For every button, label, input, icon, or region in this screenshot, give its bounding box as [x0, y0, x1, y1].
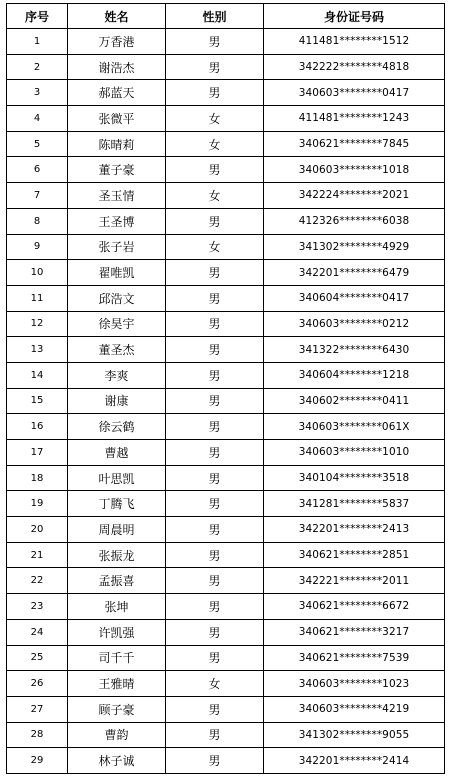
table-row [7, 517, 445, 543]
cell-gender: 男 [166, 748, 264, 774]
cell-id-number: 340603********4219 [264, 696, 445, 722]
cell-name: 司千千 [68, 645, 166, 671]
cell-id-number: 342221********2011 [264, 568, 445, 594]
cell-name: 周晨明 [68, 517, 166, 543]
cell-id-number: 340604********0417 [264, 285, 445, 311]
table-row [7, 80, 445, 106]
table-row [7, 594, 445, 620]
table-row [7, 234, 445, 260]
cell-id-number: 340603********1023 [264, 671, 445, 697]
cell-id-number: 342201********2414 [264, 748, 445, 774]
cell-gender: 女 [166, 234, 264, 260]
cell-gender: 男 [166, 337, 264, 363]
cell-id-number: 340603********1018 [264, 157, 445, 183]
student-roster-table [6, 3, 445, 774]
cell-id-number: 412326********6038 [264, 208, 445, 234]
cell-id-number: 340621********3217 [264, 619, 445, 645]
cell-id-number: 340603********1010 [264, 440, 445, 466]
cell-id-number: 341281********5837 [264, 491, 445, 517]
cell-seq: 19 [7, 491, 68, 517]
cell-seq: 27 [7, 696, 68, 722]
cell-id-number: 340602********0411 [264, 388, 445, 414]
cell-id-number: 342224********2021 [264, 183, 445, 209]
cell-id-number: 340104********3518 [264, 465, 445, 491]
cell-id-number: 340621********7539 [264, 645, 445, 671]
cell-name: 谢浩杰 [68, 54, 166, 80]
cell-name: 徐昊宇 [68, 311, 166, 337]
cell-gender: 男 [166, 440, 264, 466]
table-row [7, 157, 445, 183]
cell-seq: 15 [7, 388, 68, 414]
cell-gender: 男 [166, 465, 264, 491]
cell-seq: 1 [7, 29, 68, 55]
cell-seq: 22 [7, 568, 68, 594]
cell-name: 许凯强 [68, 619, 166, 645]
table-row [7, 208, 445, 234]
cell-name: 谢康 [68, 388, 166, 414]
cell-name: 邱浩文 [68, 285, 166, 311]
cell-name: 王圣博 [68, 208, 166, 234]
table-row [7, 388, 445, 414]
header-id-number: 身份证号码 [264, 4, 445, 29]
cell-id-number: 340604********1218 [264, 362, 445, 388]
table-row [7, 568, 445, 594]
cell-name: 徐云鹤 [68, 414, 166, 440]
cell-seq: 28 [7, 722, 68, 748]
cell-gender: 女 [166, 671, 264, 697]
cell-gender: 男 [166, 491, 264, 517]
table-row [7, 645, 445, 671]
cell-gender: 男 [166, 414, 264, 440]
cell-id-number: 341322********6430 [264, 337, 445, 363]
cell-seq: 10 [7, 260, 68, 286]
cell-name: 林子诚 [68, 748, 166, 774]
cell-id-number: 340621********6672 [264, 594, 445, 620]
table-row [7, 440, 445, 466]
cell-gender: 男 [166, 260, 264, 286]
cell-gender: 男 [166, 722, 264, 748]
table-row [7, 542, 445, 568]
cell-name: 翟唯凯 [68, 260, 166, 286]
cell-gender: 男 [166, 285, 264, 311]
cell-gender: 男 [166, 619, 264, 645]
cell-name: 张微平 [68, 106, 166, 132]
cell-name: 郝蓝天 [68, 80, 166, 106]
cell-name: 张振龙 [68, 542, 166, 568]
table-row [7, 285, 445, 311]
cell-seq: 7 [7, 183, 68, 209]
cell-name: 曹韵 [68, 722, 166, 748]
cell-id-number: 342201********2413 [264, 517, 445, 543]
table-header [7, 4, 445, 29]
cell-seq: 9 [7, 234, 68, 260]
cell-seq: 20 [7, 517, 68, 543]
header-row [7, 4, 445, 29]
cell-seq: 29 [7, 748, 68, 774]
table-row [7, 337, 445, 363]
cell-seq: 5 [7, 131, 68, 157]
header-gender: 性别 [166, 4, 264, 29]
cell-id-number: 340603********0212 [264, 311, 445, 337]
cell-seq: 14 [7, 362, 68, 388]
cell-name: 顾子豪 [68, 696, 166, 722]
cell-seq: 21 [7, 542, 68, 568]
cell-gender: 男 [166, 388, 264, 414]
table-row [7, 465, 445, 491]
cell-name: 李爽 [68, 362, 166, 388]
table-row [7, 362, 445, 388]
header-name: 姓名 [68, 4, 166, 29]
cell-gender: 女 [166, 183, 264, 209]
table-row [7, 671, 445, 697]
cell-seq: 8 [7, 208, 68, 234]
cell-id-number: 340603********0417 [264, 80, 445, 106]
cell-seq: 4 [7, 106, 68, 132]
cell-seq: 13 [7, 337, 68, 363]
cell-gender: 男 [166, 568, 264, 594]
cell-seq: 11 [7, 285, 68, 311]
cell-name: 叶思凯 [68, 465, 166, 491]
table-row [7, 260, 445, 286]
table-row [7, 131, 445, 157]
cell-id-number: 341302********9055 [264, 722, 445, 748]
table-row [7, 619, 445, 645]
table-body [7, 29, 445, 774]
cell-seq: 17 [7, 440, 68, 466]
table-row [7, 414, 445, 440]
cell-name: 孟振喜 [68, 568, 166, 594]
cell-id-number: 411481********1512 [264, 29, 445, 55]
cell-gender: 女 [166, 131, 264, 157]
cell-name: 张坤 [68, 594, 166, 620]
table-row [7, 722, 445, 748]
cell-name: 丁腾飞 [68, 491, 166, 517]
cell-seq: 16 [7, 414, 68, 440]
table-row [7, 54, 445, 80]
cell-name: 圣玉情 [68, 183, 166, 209]
cell-seq: 2 [7, 54, 68, 80]
cell-name: 董子豪 [68, 157, 166, 183]
table-row [7, 106, 445, 132]
header-seq: 序号 [7, 4, 68, 29]
table-row [7, 311, 445, 337]
cell-seq: 6 [7, 157, 68, 183]
cell-name: 万香港 [68, 29, 166, 55]
cell-gender: 男 [166, 311, 264, 337]
table-row [7, 696, 445, 722]
cell-gender: 男 [166, 542, 264, 568]
cell-gender: 男 [166, 645, 264, 671]
cell-name: 曹越 [68, 440, 166, 466]
cell-id-number: 342201********6479 [264, 260, 445, 286]
cell-id-number: 341302********4929 [264, 234, 445, 260]
cell-name: 王雅晴 [68, 671, 166, 697]
cell-gender: 男 [166, 362, 264, 388]
cell-seq: 12 [7, 311, 68, 337]
cell-id-number: 342222********4818 [264, 54, 445, 80]
cell-gender: 男 [166, 29, 264, 55]
cell-gender: 男 [166, 80, 264, 106]
table-row [7, 748, 445, 774]
cell-id-number: 340621********7845 [264, 131, 445, 157]
cell-gender: 男 [166, 54, 264, 80]
cell-gender: 男 [166, 157, 264, 183]
cell-gender: 男 [166, 208, 264, 234]
cell-name: 张子岩 [68, 234, 166, 260]
cell-seq: 18 [7, 465, 68, 491]
cell-gender: 男 [166, 696, 264, 722]
cell-id-number: 340603********061X [264, 414, 445, 440]
cell-gender: 女 [166, 106, 264, 132]
cell-seq: 24 [7, 619, 68, 645]
cell-seq: 23 [7, 594, 68, 620]
cell-seq: 26 [7, 671, 68, 697]
cell-gender: 男 [166, 517, 264, 543]
cell-gender: 男 [166, 594, 264, 620]
table-row [7, 29, 445, 55]
cell-seq: 3 [7, 80, 68, 106]
table-row [7, 491, 445, 517]
cell-seq: 25 [7, 645, 68, 671]
cell-id-number: 411481********1243 [264, 106, 445, 132]
cell-name: 陈晴莉 [68, 131, 166, 157]
cell-name: 董圣杰 [68, 337, 166, 363]
cell-id-number: 340621********2851 [264, 542, 445, 568]
table-row [7, 183, 445, 209]
